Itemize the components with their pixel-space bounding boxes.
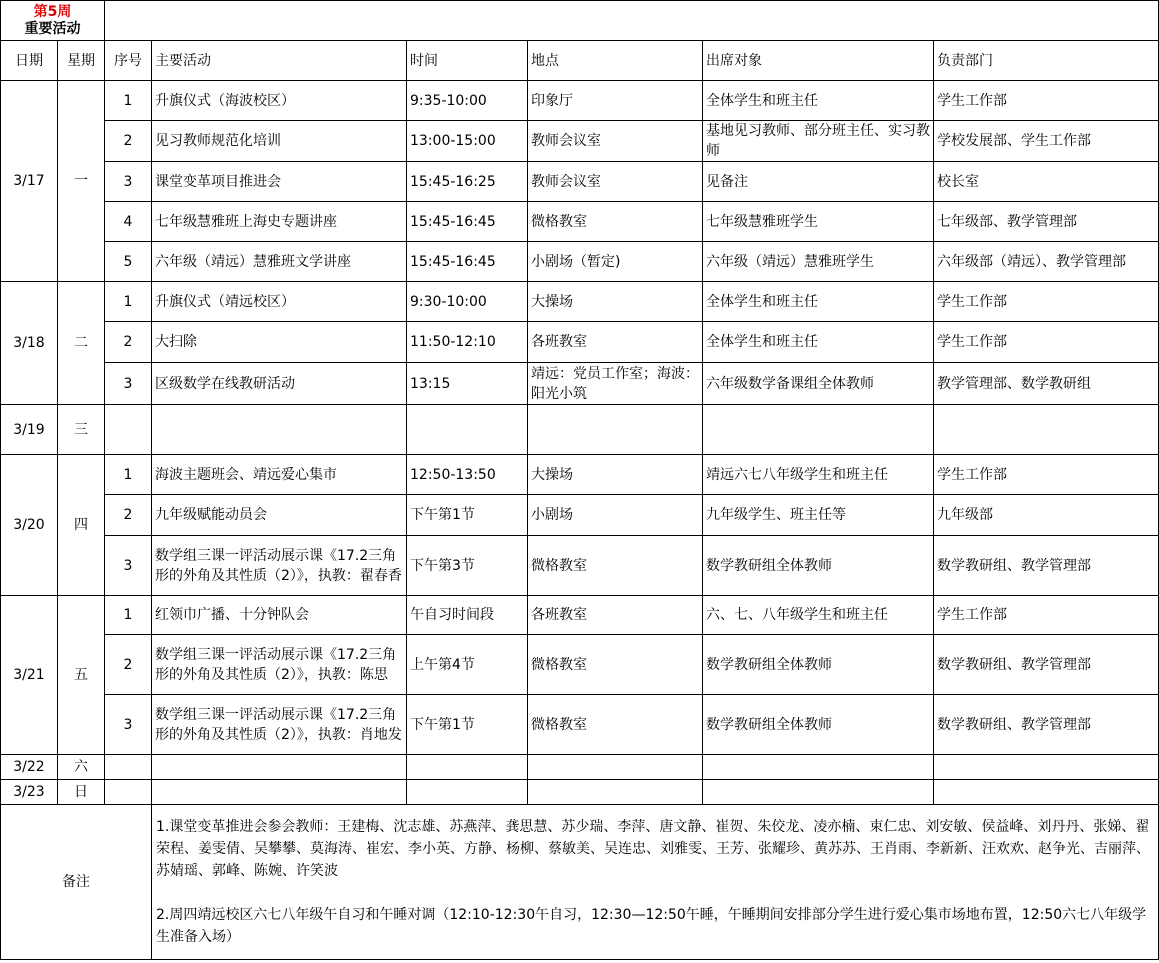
empty-cell [105,405,152,455]
time-cell: 下午第3节 [407,536,528,596]
date-cell: 3/17 [1,81,58,282]
time-cell: 12:50-13:50 [407,455,528,495]
header-row [1,41,1159,81]
place-cell: 大操场 [528,282,703,322]
empty-cell [528,780,703,805]
table-row [1,242,1159,282]
department-cell: 学校发展部、学生工作部 [934,121,1159,162]
time-cell: 13:15 [407,363,528,405]
place-cell: 教师会议室 [528,121,703,162]
date-cell: 3/18 [1,282,58,405]
department-cell: 七年级部、教学管理部 [934,202,1159,242]
department-cell: 数学教研组、教学管理部 [934,635,1159,695]
attendees-cell: 六、七、八年级学生和班主任 [703,596,934,635]
activity-cell: 大扫除 [152,322,407,363]
activity-cell: 数学组三课一评活动展示课《17.2三角形的外角及其性质（2）》，执教：陈思 [152,635,407,695]
department-cell: 教学管理部、数学教研组 [934,363,1159,405]
table-row [1,322,1159,363]
date-cell: 3/20 [1,455,58,596]
attendees-cell: 见备注 [703,162,934,202]
table-row [1,202,1159,242]
place-cell: 教师会议室 [528,162,703,202]
number-cell: 1 [105,282,152,322]
week-label: 第5周 [33,3,72,20]
table-row [1,455,1159,495]
place-cell: 各班教室 [528,322,703,363]
header-weekday: 星期 [58,41,105,81]
attendees-cell: 数学教研组全体教师 [703,635,934,695]
activity-cell: 见习教师规范化培训 [152,121,407,162]
activity-cell: 红领巾广播、十分钟队会 [152,596,407,635]
attendees-cell: 七年级慧雅班学生 [703,202,934,242]
empty-cell [934,405,1159,455]
time-cell: 9:30-10:00 [407,282,528,322]
number-cell: 2 [105,635,152,695]
time-cell: 13:00-15:00 [407,121,528,162]
activity-cell: 七年级慧雅班上海史专题讲座 [152,202,407,242]
activity-cell: 升旗仪式（靖远校区） [152,282,407,322]
attendees-cell: 数学教研组全体教师 [703,695,934,755]
place-cell: 靖远：党员工作室；海波：阳光小筑 [528,363,703,405]
activity-cell: 区级数学在线教研活动 [152,363,407,405]
place-cell: 微格教室 [528,695,703,755]
week-title-cell [1,1,105,41]
table-row [1,755,1159,780]
table-row [1,536,1159,596]
empty-cell [934,780,1159,805]
number-cell: 3 [105,695,152,755]
department-cell: 数学教研组、教学管理部 [934,536,1159,596]
header-activity: 主要活动 [152,41,407,81]
notes-label: 备注 [1,805,152,960]
table-row [1,81,1159,121]
activity-cell: 升旗仪式（海波校区） [152,81,407,121]
place-cell: 各班教室 [528,596,703,635]
empty-cell [407,405,528,455]
activity-cell: 九年级赋能动员会 [152,495,407,536]
time-cell: 9:35-10:00 [407,81,528,121]
table-row [1,405,1159,455]
empty-cell [152,780,407,805]
department-cell: 六年级部（靖远）、教学管理部 [934,242,1159,282]
table-row [1,162,1159,202]
activity-cell: 六年级（靖远）慧雅班文学讲座 [152,242,407,282]
department-cell: 学生工作部 [934,596,1159,635]
place-cell: 微格教室 [528,536,703,596]
date-cell: 3/21 [1,596,58,755]
department-cell: 九年级部 [934,495,1159,536]
empty-cell [105,780,152,805]
table-row [1,596,1159,635]
empty-cell [152,755,407,780]
notes-content [152,805,1159,960]
time-cell: 下午第1节 [407,495,528,536]
place-cell: 微格教室 [528,202,703,242]
weekday-cell: 三 [58,405,105,455]
department-cell: 数学教研组、教学管理部 [934,695,1159,755]
attendees-cell: 六年级（靖远）慧雅班学生 [703,242,934,282]
place-cell: 小剧场（暂定) [528,242,703,282]
department-cell: 校长室 [934,162,1159,202]
activity-cell: 海波主题班会、靖远爱心集市 [152,455,407,495]
weekday-cell: 四 [58,455,105,596]
number-cell: 2 [105,121,152,162]
header-time: 时间 [407,41,528,81]
activity-cell: 数学组三课一评活动展示课《17.2三角形的外角及其性质（2）》，执教：肖地发 [152,695,407,755]
date-cell: 3/22 [1,755,58,780]
place-cell: 微格教室 [528,635,703,695]
header-date: 日期 [1,41,58,81]
time-cell: 15:45-16:45 [407,242,528,282]
activity-cell: 数学组三课一评活动展示课《17.2三角形的外角及其性质（2）》，执教：翟春香 [152,536,407,596]
table-row [1,282,1159,322]
table-row [1,635,1159,695]
title-row [1,1,1159,41]
header-department: 负责部门 [934,41,1159,81]
table-row [1,121,1159,162]
number-cell: 4 [105,202,152,242]
attendees-cell: 靖远六七八年级学生和班主任 [703,455,934,495]
attendees-cell: 数学教研组全体教师 [703,536,934,596]
date-cell: 3/23 [1,780,58,805]
attendees-cell: 九年级学生、班主任等 [703,495,934,536]
attendees-cell: 全体学生和班主任 [703,322,934,363]
empty-cell [703,755,934,780]
number-cell: 1 [105,455,152,495]
weekday-cell: 日 [58,780,105,805]
attendees-cell: 六年级数学备课组全体教师 [703,363,934,405]
department-cell: 学生工作部 [934,455,1159,495]
table-row [1,495,1159,536]
empty-cell [934,755,1159,780]
empty-cell [105,755,152,780]
empty-cell [528,405,703,455]
notes-row [1,805,1159,960]
activity-cell: 课堂变革项目推进会 [152,162,407,202]
time-cell: 午自习时间段 [407,596,528,635]
number-cell: 5 [105,242,152,282]
time-cell: 上午第4节 [407,635,528,695]
table-row [1,363,1159,405]
number-cell: 1 [105,596,152,635]
table-row [1,780,1159,805]
header-attendees: 出席对象 [703,41,934,81]
number-cell: 1 [105,81,152,121]
empty-cell [703,780,934,805]
date-cell: 3/19 [1,405,58,455]
important-activities-title: 重要活动 [24,20,81,37]
empty-cell [407,755,528,780]
attendees-cell: 基地见习教师、部分班主任、实习教师 [703,121,934,162]
weekday-cell: 五 [58,596,105,755]
header-place: 地点 [528,41,703,81]
table-row [1,695,1159,755]
number-cell: 3 [105,363,152,405]
number-cell: 2 [105,495,152,536]
note-2: 2.周四靖远校区六七八年级午自习和午睡对调（12:10-12:30午自习，12:30—12:50午睡，午睡期间安排部分学生进行爱心集市场地布置，12:50六七八年级学生准备入场） [156,907,1147,945]
attendees-cell: 全体学生和班主任 [703,81,934,121]
weekday-cell: 一 [58,81,105,282]
weekday-cell: 二 [58,282,105,405]
number-cell: 3 [105,536,152,596]
attendees-cell: 全体学生和班主任 [703,282,934,322]
time-cell: 11:50-12:10 [407,322,528,363]
weekday-cell: 六 [58,755,105,780]
empty-cell [152,405,407,455]
empty-cell [528,755,703,780]
empty-cell [703,405,934,455]
place-cell: 大操场 [528,455,703,495]
header-number: 序号 [105,41,152,81]
place-cell: 印象厅 [528,81,703,121]
time-cell: 下午第1节 [407,695,528,755]
note-1: 1.课堂变革推进会参会教师：王建梅、沈志雄、苏燕萍、龚思慧、苏少瑞、李萍、唐文静、崔贺、朱佼龙、凌亦楠、束仁忠、刘安敏、侯益峰、刘丹丹、张娣、翟荣程、姜雯倩、吴攀攀、莫海涛、崔宏、李小英、方静、杨柳、蔡敏美、吴连忠、刘雅雯、王芳、张耀珍、黄苏苏、王肖雨、李新新、汪欢欢、赵争光、吉丽萍、苏婧瑶、郭峰、陈婉、许笑波 [156,819,1150,879]
empty-cell [407,780,528,805]
place-cell: 小剧场 [528,495,703,536]
number-cell: 2 [105,322,152,363]
department-cell: 学生工作部 [934,322,1159,363]
time-cell: 15:45-16:25 [407,162,528,202]
department-cell: 学生工作部 [934,282,1159,322]
title-blank-cell [105,1,1159,41]
department-cell: 学生工作部 [934,81,1159,121]
time-cell: 15:45-16:45 [407,202,528,242]
number-cell: 3 [105,162,152,202]
